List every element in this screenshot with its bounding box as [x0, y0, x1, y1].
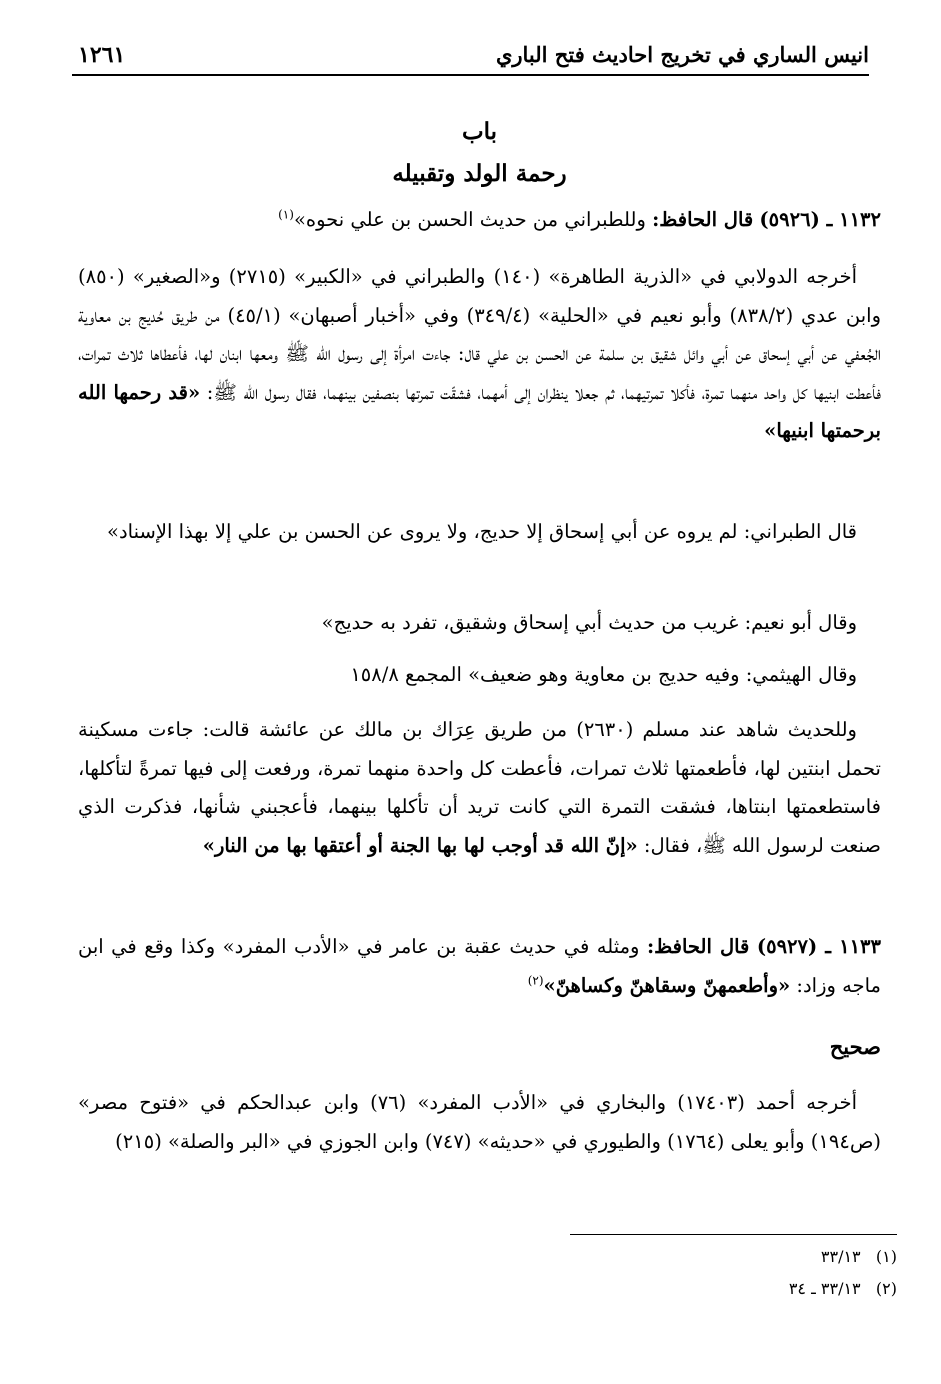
footnote-2: [78, 1278, 897, 1300]
chapter-title: رحمة الولد وتقبيله: [392, 160, 567, 187]
grade-label: صحيح: [829, 1034, 881, 1059]
hadith-quote-3: «وأطعمهنّ وسقاهنّ وكساهنّ»: [543, 973, 791, 997]
haythami-comment: وقال الهيثمي: وفيه حديج بن معاوية وهو ضعيف» المجمع ١٥٨/٨: [350, 663, 857, 686]
tabarani-comment: قال الطبراني: لم يروه عن أبي إسحاق إلا حديج، ولا يروى عن الحسن بن علي إلا بهذا الإسناد»: [107, 520, 857, 543]
shahid-paragraph: [78, 711, 881, 865]
footnote-2-text: ٣٣/١٣ ـ ٣٤: [788, 1279, 861, 1298]
chapter-label: باب: [461, 118, 498, 145]
footnote-ref-2: (٢): [527, 973, 544, 987]
hadith-1133-text: ومثله في حديث عقبة بن عامر في «الأدب المفرد» وكذا وقع في ابن ماجه وزاد:: [78, 935, 881, 997]
book-title: انيس الساري في تخريج احاديث فتح الباري: [495, 42, 869, 67]
footnote-1-text: ٣٣/١٣: [820, 1247, 861, 1266]
abu-nuaym-comment: وقال أبو نعيم: غريب من حديث أبي إسحاق وشقيق، تفرد به حديج»: [321, 611, 857, 634]
footnote-rule: [570, 1234, 897, 1235]
header-rule: [72, 74, 869, 76]
hadith-1132-lead: قال الحافظ:: [652, 208, 754, 231]
hadith-1132-text: وللطبراني من حديث الحسن بن علي نحوه»: [293, 208, 646, 231]
hadith-1133-lead: قال الحافظ:: [646, 935, 750, 958]
hadith-1132-heading: [78, 201, 881, 240]
takhrij-text-1: أخرجه الدولابي في «الذرية الطاهرة» (١٤٠) والطبراني في «الكبير» (٢٧١٥) و«الصغير» (٨٥٠) وابن عدي (٨٣٨/٢) وأبو نعيم في «الحلية» (٣٤٩/٤) وفي «أخبار أصبهان» (٤٥/١) من طريق حُديج بن معاوية الجُعفي عن أبي إسحاق عن أبي وائل شقيق بن سلمة عن الحسن بن علي قال: جاءت امرأة إلى رسول الله ﷺ ومعها ابنان لها، فأعطاها ثلاث تمرات، فأعطت ابنيها كل واحد منهما تمرة، فأكلا تمرتيهما، ثم جعلا ينظران إلى أمهما، فشقّت تمرتها بنصفين بينهما، فقال رسول الله ﷺ:: [78, 265, 882, 404]
hadith-1133-number: ١١٣٣ ـ (٥٩٢٧): [756, 935, 881, 958]
running-header: [72, 40, 869, 76]
footnote-1: [78, 1246, 897, 1268]
hadith-1132-number: ١١٣٢ ـ (٥٩٢٦): [759, 208, 881, 231]
takhrij-paragraph-1: [78, 258, 881, 451]
hadith-quote-1: «قد رحمها الله برحمتها ابنيها»: [78, 380, 881, 442]
page-number: ١٢٦١: [78, 42, 126, 68]
footnote-2-number: (٢): [875, 1279, 897, 1298]
hadith-1133-heading: [78, 928, 881, 1005]
footnote-1-number: (١): [875, 1247, 897, 1266]
shahid-text: وللحديث شاهد عند مسلم (٢٦٣٠) من طريق عِرَاك بن مالك عن عائشة قالت: جاءت مسكينة تحمل ابنتين لها، فأطعمتها ثلاث تمرات، فأعطت كل واحدة منهما تمرة، ورفعت إلى فيها تمرةً لتأكلها، فاستطعمتها ابنتاها، فشقت التمرة التي كانت تريد أن تأكلها بينهما، فأعجبني شأنها، فذكرت الذي صنعت لرسول الله ﷺ، فقال:: [78, 718, 881, 857]
footnote-ref-1: (١): [278, 207, 294, 222]
hadith-quote-2: «إنّ الله قد أوجب لها بها الجنة أو أعتقها بها من النار»: [202, 833, 638, 857]
takhrij-paragraph-2: أخرجه أحمد (١٧٤٠٣) والبخاري في «الأدب المفرد» (٧٦) وابن عبدالحكم في «فتوح مصر» (ص١٩٤) وأبو يعلى (١٧٦٤) والطيوري في «حديثه» (٧٤٧) وابن الجوزي في «البر والصلة» (٢١٥): [78, 1091, 881, 1153]
